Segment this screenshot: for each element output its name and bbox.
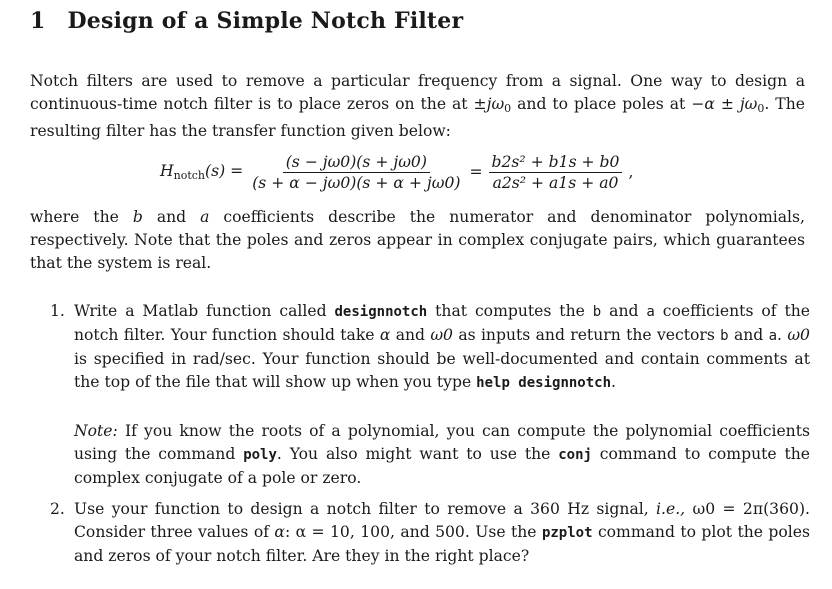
note-label: Note: xyxy=(74,422,118,440)
note-paragraph: Note: If you know the roots of a polynomial, you can compute the polynomial coefficients using the command poly. You also might want to use the conj command to compute the complex conjugate of a pole or zero. xyxy=(74,422,811,487)
poles-expression: −α ± jω xyxy=(691,95,758,113)
equation-lhs: $H_{notch}(s)$ = xyxy=(160,162,244,182)
numerator-polynomial: b2s² + b1s + b0 xyxy=(489,152,623,173)
intro-paragraph: Notch filters are used to remove a particular frequency from a signal. One way to design a continuous-time notch filter is to place zeros on the at $\pm j\omega_0$ and to place poles at $-\alpha \pm j\omega_0$. The resulting filter has the transfer function given below: xyxy=(30,72,805,140)
list-item xyxy=(50,300,810,395)
list-item-text: Write a Matlab function called designnotch that computes the b and a coefficients of the notch filter. Your function should take α and ω0 as inputs and return the vectors b and a. ω0 is specified in rad/sec. Your function should be well-documented and contain comments at the top of the file that will show up when you type help designnotch. xyxy=(74,302,811,391)
denominator-polynomial: a2s² + a1s + a0 xyxy=(492,173,619,192)
help-command: help designnotch xyxy=(476,375,612,391)
list-item-text: Use your function to design a notch filter to remove a 360 Hz signal, i.e., ω0 = 2π(360). Consider three values of α: α = 10, 100, and 500. Use the pzplot command to plot the poles and zeros of your notch filter. Are they in the right place? xyxy=(74,500,810,565)
pzplot-command: pzplot xyxy=(541,525,593,541)
intro-text-2: and to place poles at xyxy=(511,95,692,113)
fraction-coefficients xyxy=(489,152,623,193)
section-title: Design of a Simple Notch Filter xyxy=(67,8,464,34)
denominator-roots: (s + α − jω0)(s + α + jω0) xyxy=(252,173,461,192)
section-number: 1 xyxy=(30,8,46,34)
equation-comma: , xyxy=(628,163,634,181)
intro-text-1: Notch filters are used to remove a particular frequency from a signal. One way to design a continuous-time notch filter is to place zeros on the at xyxy=(30,72,805,113)
list-item-number: 2. xyxy=(50,500,65,518)
conj-command: conj xyxy=(558,447,592,463)
equals-sign: = xyxy=(469,163,483,181)
fraction-roots xyxy=(249,152,463,193)
coefficients-paragraph: where the b and a coefficients describe the numerator and denominator polynomials, respectively. Note that the poles and zeros appear in complex conjugate pairs, which guarantees that the system is real. xyxy=(30,208,805,272)
zeros-expression: ±jω xyxy=(473,95,505,113)
poly-command: poly xyxy=(243,447,277,463)
list-item-number: 1. xyxy=(50,302,65,320)
numerator-roots: (s − jω0)(s + jω0) xyxy=(283,152,430,173)
section-heading xyxy=(30,8,463,34)
transfer-function-equation xyxy=(160,144,633,200)
function-name: designnotch xyxy=(334,304,428,320)
list-item xyxy=(50,498,810,568)
intro-text-3: . The resulting filter has the transfer function given below: xyxy=(30,95,805,140)
